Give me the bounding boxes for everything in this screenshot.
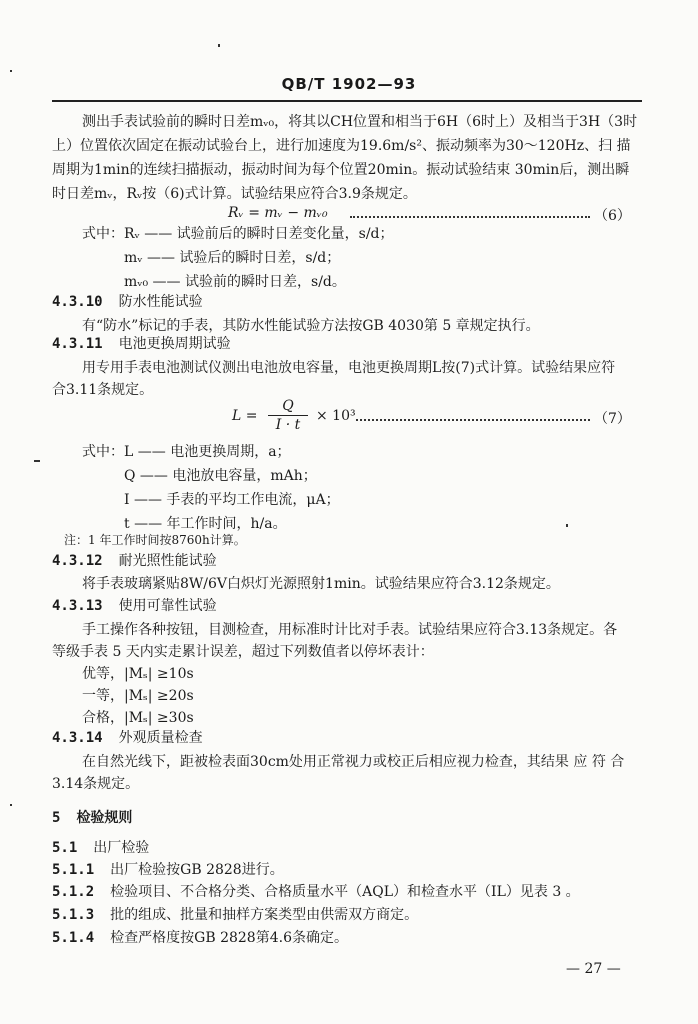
para1-line3: 周期为1min的连续扫描振动，振动时间为每个位置20min。振动试验结束 30min后，测出瞬 bbox=[52, 162, 630, 178]
where7-line3: I —— 手表的平均工作电流，μA； bbox=[124, 492, 340, 508]
section-title: 批的组成、批量和抽样方案类型由供需双方商定。 bbox=[110, 907, 419, 923]
s4314-line2: 3.14条规定。 bbox=[52, 776, 140, 792]
section-number: 4.3.11 bbox=[52, 336, 103, 352]
para1-line2: 上）位置依次固定在振动试验台上，进行加速度为19.6m/s²、振动频率为30～120Hz、扫 描 bbox=[52, 138, 631, 154]
section-title: 检查严格度按GB 2828第4.6条确定。 bbox=[110, 930, 348, 946]
section-number: 5.1 bbox=[52, 840, 78, 856]
grade-first: 一等，|Mₛ| ≥20s bbox=[82, 688, 194, 704]
section-number: 5.1.4 bbox=[52, 930, 95, 946]
section-5-1-4 bbox=[52, 928, 348, 948]
section-5 bbox=[52, 808, 132, 828]
section-5-1 bbox=[52, 838, 149, 858]
fraction-numerator: Q bbox=[282, 398, 294, 414]
grade-excellent: 优等，|Mₛ| ≥10s bbox=[82, 666, 194, 682]
scan-speck bbox=[566, 524, 568, 527]
equation-7-mult: × 10³ bbox=[316, 408, 356, 424]
s4312-text: 将手表玻璃紧贴8W/6V白炽灯光源照射1min。试验结果应符合3.12条规定。 bbox=[82, 576, 560, 592]
s4313-line1: 手工操作各种按钮，目测检查，用标准时计比对手表。试验结果应符合3.13条规定。各 bbox=[82, 622, 618, 638]
section-4-3-13 bbox=[52, 596, 217, 616]
note: 注：1 年工作时间按8760h计算。 bbox=[64, 533, 246, 547]
s4310-text: 有“防水”标记的手表，其防水性能试验方法按GB 4030第 5 章规定执行。 bbox=[82, 318, 540, 334]
section-number: 5.1.3 bbox=[52, 907, 95, 923]
where6-line2: mᵥ —— 试验后的瞬时日差，s/d； bbox=[124, 250, 341, 266]
s4314-line1: 在自然光线下，距被检表面30cm处用正常视力或校正后相应视力检查，其结果 应 符 合 bbox=[82, 754, 625, 770]
s4313-line2: 等级手表 5 天内实走累计误差，超过下列数值者以停坏表计： bbox=[52, 644, 434, 660]
where7-line4: t —— 年工作时间，h/a。 bbox=[124, 516, 287, 532]
scan-speck bbox=[10, 70, 12, 72]
where7-line1: 式中：L —— 电池更换周期，a； bbox=[82, 444, 291, 460]
section-title: 电池更换周期试验 bbox=[118, 336, 231, 352]
scan-speck bbox=[10, 804, 12, 806]
where6-line1: 式中：Rᵥ —— 试验前后的瞬时日差变化量，s/d； bbox=[82, 226, 394, 242]
para1-line1: 测出手表试验前的瞬时日差mᵥ₀，将其以CH位置和相当于6H（6时上）及相当于3H（3时 bbox=[82, 114, 638, 130]
s4311-line2: 合3.11条规定。 bbox=[52, 382, 154, 398]
section-number: 5.1.1 bbox=[52, 862, 95, 878]
s4311-line1: 用专用手表电池测试仪测出电池放电容量，电池更换周期L按(7)式计算。试验结果应符 bbox=[82, 360, 616, 376]
scan-speck bbox=[218, 44, 220, 47]
section-number: 4.3.10 bbox=[52, 294, 103, 310]
section-title: 出厂检验按GB 2828进行。 bbox=[110, 862, 284, 878]
section-title: 耐光照性能试验 bbox=[118, 553, 217, 569]
equation-7-fraction bbox=[268, 398, 308, 433]
section-title: 使用可靠性试验 bbox=[118, 598, 217, 614]
where6-line3: mᵥ₀ —— 试验前的瞬时日差，s/d。 bbox=[124, 274, 346, 290]
leader-dots bbox=[350, 216, 590, 218]
section-4-3-12 bbox=[52, 551, 217, 571]
section-5-1-2 bbox=[52, 882, 580, 902]
section-number: 4.3.14 bbox=[52, 730, 103, 746]
section-title: 检验项目、不合格分类、合格质量水平（AQL）和检查水平（IL）见表 3 。 bbox=[110, 884, 580, 900]
leader-dots bbox=[356, 419, 590, 421]
section-number: 4.3.12 bbox=[52, 553, 103, 569]
fraction-bar bbox=[268, 415, 308, 416]
section-4-3-11 bbox=[52, 334, 231, 354]
para1-line4: 时日差mᵥ，Rᵥ按（6)式计算。试验结果应符合3.9条规定。 bbox=[52, 186, 417, 202]
equation-7-number: （7） bbox=[594, 411, 631, 427]
section-title: 检验规则 bbox=[76, 810, 133, 826]
header-rule bbox=[52, 100, 642, 102]
page-number: — 27 — bbox=[566, 961, 621, 977]
section-5-1-3 bbox=[52, 905, 418, 925]
section-5-1-1 bbox=[52, 860, 284, 880]
section-title: 外观质量检查 bbox=[118, 730, 203, 746]
scan-speck bbox=[34, 460, 40, 462]
equation-6-number: （6） bbox=[594, 208, 631, 224]
section-title: 出厂检验 bbox=[93, 840, 150, 856]
page-header: QB/T 1902—93 bbox=[281, 75, 417, 93]
where7-line2: Q —— 电池放电容量，mAh； bbox=[124, 468, 317, 484]
grade-pass: 合格，|Mₛ| ≥30s bbox=[82, 710, 194, 726]
fraction-denominator: I · t bbox=[275, 417, 301, 433]
section-4-3-10 bbox=[52, 292, 203, 312]
section-number: 4.3.13 bbox=[52, 598, 103, 614]
section-title: 防水性能试验 bbox=[118, 294, 203, 310]
equation-7-lhs: L = bbox=[232, 408, 258, 424]
section-4-3-14 bbox=[52, 728, 203, 748]
section-number: 5 bbox=[52, 810, 61, 826]
section-number: 5.1.2 bbox=[52, 884, 95, 900]
equation-6: Rᵥ = mᵥ − mᵥ₀ bbox=[228, 205, 328, 221]
